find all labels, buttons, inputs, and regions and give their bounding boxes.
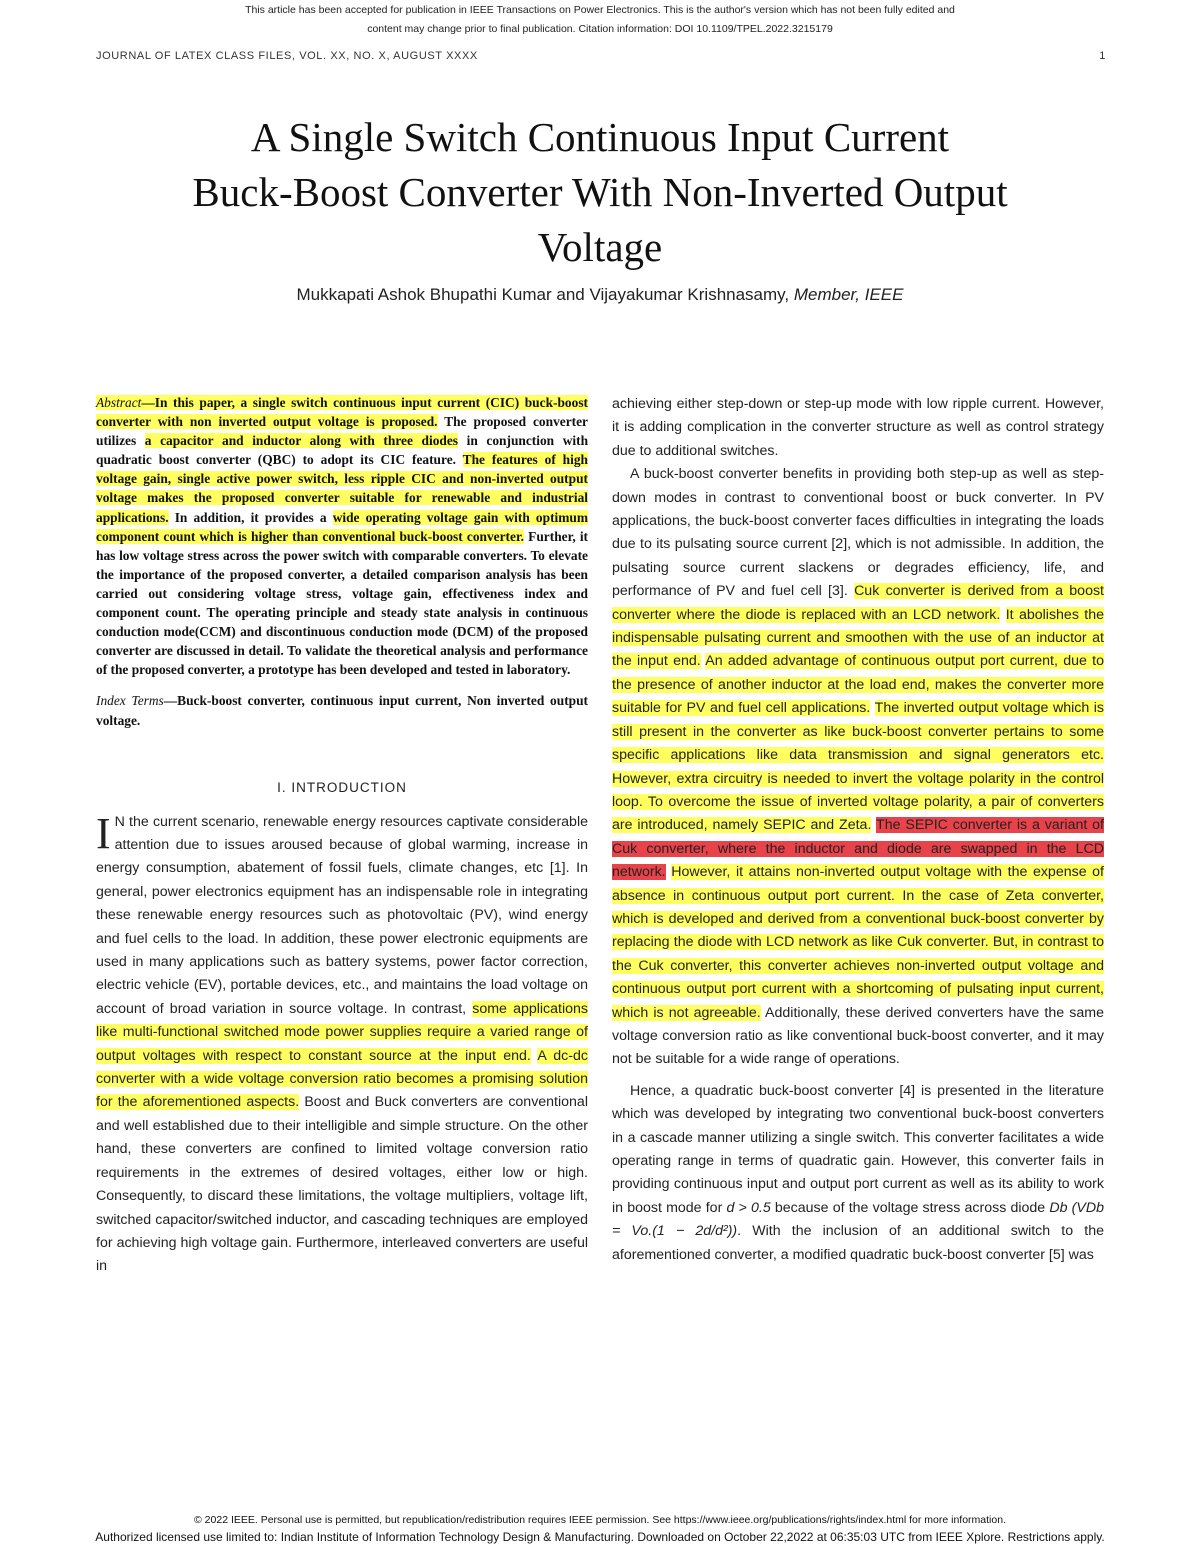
abstract-dash: — bbox=[141, 395, 155, 410]
author-membership: Member, IEEE bbox=[793, 285, 904, 304]
abstract-highlight: a capacitor and inductor along with three diodes bbox=[144, 433, 459, 449]
intro-text: N the current scenario, renewable energy resources captivate considerable attention due to issues aroused because of global warming, increase in energy consumption, abatement of fossil fuels, climate changes, etc [1]. In general, power electronics equipment has an indispensable role in integrating these renewable energy resources such as photovoltaic (PV), wind energy and fuel cells to the load. In addition, these power electronic equipments are used in many applications such as battery systems, power factor correction, electric vehicle (EV), portable devices, etc., and maintains the load voltage on account of broad variation in source voltage. In contrast, bbox=[96, 813, 588, 1017]
body-highlight: It abolishes the indispensable pulsating current and smoothen with the use of an inductor at the input end. bbox=[612, 606, 1105, 670]
body-text: A buck-boost converter benefits in providing both step-up as well as step-down modes in contrast to conventional boost or buck converter. In PV applications, the buck-boost converter faces difficulties in integrating the loads due to its pulsating source current [2], which is not admissible. In addition, the pulsating source current slackens or degrades efficiency, life, and performance of PV and fuel cell [3]. bbox=[612, 466, 1104, 600]
body-text: because of the voltage stress across diode bbox=[770, 1199, 1050, 1216]
body-paragraph bbox=[612, 1080, 1104, 1267]
journal-name: JOURNAL OF LATEX CLASS FILES, VOL. XX, NO. X, AUGUST XXXX bbox=[96, 50, 478, 62]
acceptance-notice-line2: content may change prior to final publication. Citation information: DOI 10.1109/TPEL.2022.3215179 bbox=[367, 23, 833, 35]
section-heading: I. INTRODUCTION bbox=[277, 779, 407, 795]
title-line: A Single Switch Continuous Input Current bbox=[250, 114, 950, 160]
left-column bbox=[96, 393, 588, 1279]
title-line: Buck-Boost Converter With Non-Inverted Output bbox=[192, 169, 1008, 215]
page-number: 1 bbox=[1099, 50, 1106, 62]
paper-title bbox=[100, 110, 1100, 275]
math-inline: d > 0.5 bbox=[726, 1199, 771, 1216]
abstract-label: Abstract bbox=[96, 395, 142, 410]
body-highlight: An added advantage of continuous output port current, due to the presence of another inductor at the load end, makes the converter more suitable for PV and fuel cell applications. bbox=[612, 653, 1105, 717]
abstract-text: in conjunction with quadratic boost converter (QBC) to adopt its CIC feature. bbox=[96, 433, 589, 468]
acceptance-notice-line1: This article has been accepted for publication in IEEE Transactions on Power Electronics. This is the author's version which has not been fully edited and bbox=[245, 4, 955, 16]
intro-highlight: A dc-dc converter with a wide voltage conversion ratio becomes a promising solution for the aforementioned aspects. bbox=[96, 1047, 588, 1111]
abstract-highlight: wide operating voltage gain with optimum component count which is higher than conventional buck-boost converter. bbox=[96, 509, 588, 544]
body-paragraph: achieving either step-down or step-up mode with low ripple current. However, it is adding complication in the converter structure as well as control strategy due to additional switches. bbox=[612, 396, 1104, 459]
body-highlight: However, it attains non-inverted output voltage with the expense of absence in continuous output port current. In the case of Zeta converter, which is developed and derived from a conventional buck-boost converter by replacing the diode with LCD network as like Cuk converter. But, in contrast to the Cuk converter, this converter achieves non-inverted output voltage and continuous output port current with a shortcoming of pulsating input current, which is not agreeable. bbox=[612, 864, 1104, 1021]
running-head bbox=[96, 50, 1106, 62]
intro-paragraph bbox=[96, 808, 589, 1279]
drop-cap: I bbox=[96, 808, 111, 858]
body-text bbox=[870, 700, 874, 716]
body-text: Hence, a quadratic buck-boost converter [4] is presented in the literature which was developed by integrating two conventional buck-boost converters in a cascade manner utilizing a single switch. This converter facilitates a wide operating range in terms of quadratic gain. However, this converter fails in providing continuous input and output port current as well as its ability to work in boost mode for bbox=[612, 1082, 1104, 1216]
index-terms-dash: — bbox=[163, 693, 178, 709]
license-footer: Authorized licensed use limited to: Indian Institute of Information Technology Design & Manufacturing. Downloaded on October 22,2022 at 06:35:03 UTC from IEEE Xplore. Restrictions apply. bbox=[95, 1530, 1105, 1544]
abstract bbox=[96, 393, 588, 679]
intro-highlight: some applications like multi-functional switched mode power supplies require a varied range of output voltages with respect to constant source at the input end. bbox=[96, 1000, 589, 1064]
index-terms-label: Index Terms bbox=[96, 693, 164, 709]
abstract-highlight: The features of high voltage gain, single active power switch, less ripple CIC and non-inverted output voltage makes the proposed converter suitable for renewable and industrial applications. bbox=[96, 452, 588, 525]
index-terms-text: Buck-boost converter, continuous input current, Non inverted output voltage. bbox=[96, 693, 589, 728]
author-line bbox=[100, 285, 1100, 305]
body-paragraph bbox=[612, 463, 1104, 1072]
intro-text: Boost and Buck converters are conventional and well established due to their intelligible and simple structure. On the other hand, these converters are confined to limited voltage conversion ratio requirements in the extremes of desired voltages, either low or high. Consequently, to discard these limitations, the voltage multipliers, voltage lift, switched capacitor/switched inductor, and cascading techniques are employed for achieving high voltage gain. Furthermore, interleaved converters are useful in bbox=[96, 1094, 588, 1275]
body-text bbox=[1000, 607, 1005, 623]
body-text: . With the inclusion of an additional switch to the aforementioned converter, a modified quadratic buck-boost converter [5] was bbox=[612, 1223, 1104, 1263]
index-terms bbox=[96, 691, 588, 729]
abstract-highlight: In this paper, a single switch continuous input current (CIC) buck-boost converter with non inverted output voltage is proposed. bbox=[96, 395, 588, 430]
body-text: Additionally, these derived converters have the same voltage conversion ratio as like conventional buck-boost converter, and it may not be suitable for a wide range of operations. bbox=[612, 1004, 1104, 1068]
abstract-text: In addition, it provides a bbox=[168, 509, 333, 525]
abstract-text: Further, it has low voltage stress across the power switch with comparable converters. To elevate the importance of the proposed converter, a detailed comparison analysis has been carried out considering voltage stress, voltage gain, effectiveness index and component count. The operating principle and steady state analysis in continuous conduction mode(CCM) and discontinuous conduction mode (DCM) of the proposed converter are discussed in detail. To validate the theoretical analysis and performance of the proposed converter, a prototype has been developed and tested in laboratory. bbox=[96, 528, 589, 678]
title-line: Voltage bbox=[537, 224, 663, 270]
body-highlight: Cuk converter is derived from a boost converter where the diode is replaced with an LCD network. bbox=[612, 583, 1104, 623]
body-highlight-red: The SEPIC converter is a variant of Cuk converter, where the inductor and diode are swapped in the LCD network. bbox=[612, 817, 1104, 881]
right-column bbox=[612, 393, 1104, 1267]
copyright-footer: © 2022 IEEE. Personal use is permitted, but republication/redistribution requires IEEE permission. See https://www.ieee.org/publications/rights/index.html for more information. bbox=[194, 1514, 1006, 1526]
author-names: Mukkapati Ashok Bhupathi Kumar and Vijayakumar Krishnasamy, bbox=[296, 285, 790, 304]
abstract-text: The proposed converter utilizes bbox=[96, 414, 588, 449]
body-highlight: The inverted output voltage which is still present in the converter as like buck-boost converter pertains to some specific applications like data transmission and signal generators etc. However, extra circuitry is needed to invert the voltage polarity in the control loop. To overcome the issue of inverted voltage polarity, a pair of converters are introduced, namely SEPIC and Zeta. bbox=[612, 700, 1105, 834]
math-inline: Db (VDb = Vo.(1 − 2d/d²)) bbox=[612, 1199, 1105, 1240]
acceptance-notice bbox=[0, 0, 1200, 40]
